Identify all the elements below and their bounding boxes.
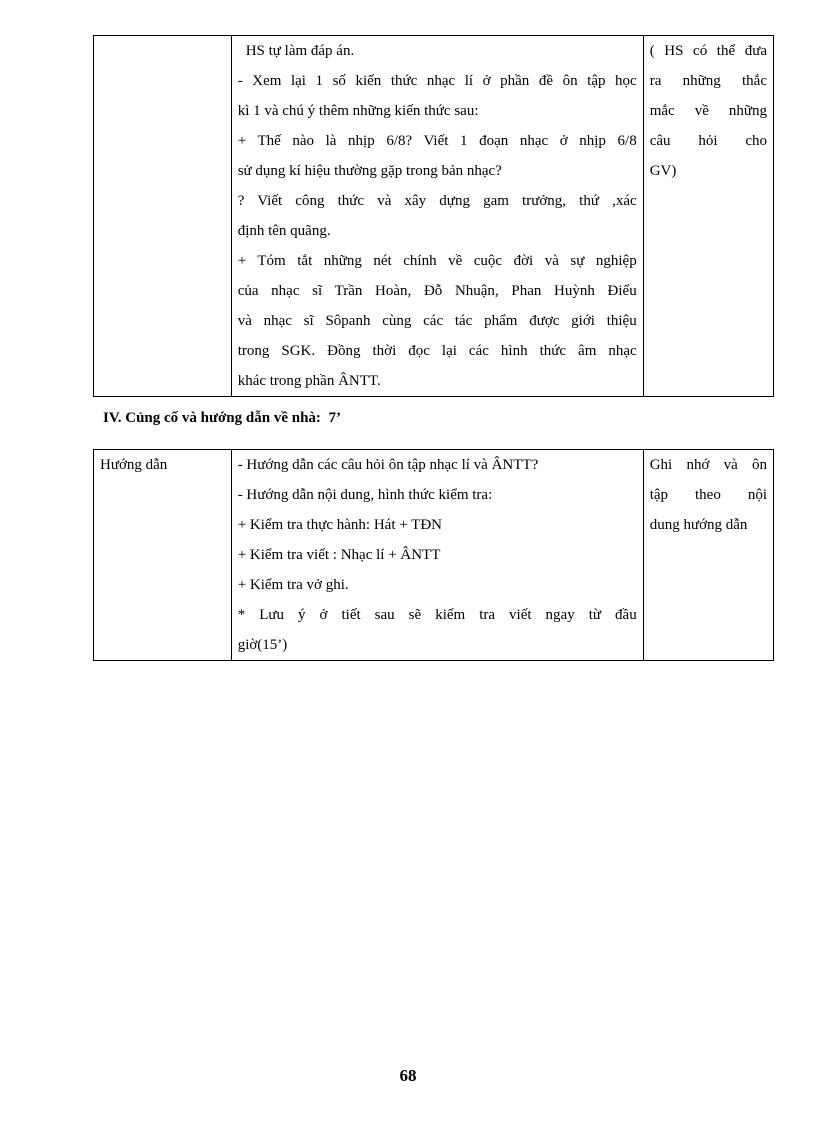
table2-activity-label-cell [94,450,232,661]
section-time: 7’ [328,410,341,426]
table-row [94,450,774,661]
text-line: khác trong phần ÂNTT. [237,373,381,389]
text-line: + Thế nào là nhịp 6/8? Viết 1 đoạn nhạc ở nhịp 6/8 [237,133,637,149]
table2-teacher-content-cell [231,450,643,661]
text-line: * Lưu ý ở tiết sau sẽ kiểm tra viết ngay từ đầu [237,607,637,623]
text-line: ? Viết công thức và xây dựng gam trưởng, thứ ,xác [237,193,637,209]
text-line: + Kiểm tra thực hành: Hát + TĐN [237,517,442,533]
text-line: ( HS có thể đưa [649,43,767,59]
text-line: của nhạc sĩ Trần Hoàn, Đỗ Nhuận, Phan Huỳnh Điểu [237,283,637,299]
text-line: giờ(15’) [237,637,288,653]
section-heading-text: IV. Củng cố và hướng dẫn về nhà: [103,410,321,426]
text-line: sử dụng kí hiệu thường gặp trong bản nhạc? [237,163,502,179]
text-line: tập theo nội [649,487,767,503]
activity-label: Hướng dẫn [100,457,168,473]
table1-student-content-cell [643,36,773,397]
text-line: + Kiểm tra viết : Nhạc lí + ÂNTT [237,547,441,563]
text-line: ra những thắc [649,73,767,89]
text-line: - Hướng dẫn các câu hỏi ôn tập nhạc lí và ÂNTT? [237,457,539,473]
text-line: định tên quãng. [237,223,331,239]
page-number: 68 [399,1066,417,1085]
table1-teacher-content-cell [231,36,643,397]
activity-table-1 [93,35,774,397]
table-row [94,36,774,397]
text-line: mắc về những [649,103,767,119]
text-line: kì 1 và chú ý thêm những kiến thức sau: [237,103,479,119]
text-line: trong SGK. Đồng thời đọc lại các hình thức âm nhạc [237,343,637,359]
text-line: và nhạc sĩ Sôpanh cùng các tác phẩm được giới thiệu [237,313,637,329]
table1-col1-cell [94,36,232,397]
activity-table-2 [93,449,774,661]
text-line: HS tự làm đáp án. [245,43,355,59]
text-line: + Kiểm tra vở ghi. [237,577,349,593]
section-heading [103,410,341,427]
text-line: dung hướng dẫn [649,517,748,533]
text-line: - Xem lại 1 số kiến thức nhạc lí ở phần đề ôn tập học [237,73,637,89]
text-line: + Tóm tắt những nét chính về cuộc đời và sự nghiệp [237,253,637,269]
table2-student-content-cell [643,450,773,661]
text-line: Ghi nhớ và ôn [649,457,767,473]
text-line: câu hỏi cho [649,133,767,149]
text-line: GV) [649,163,677,179]
text-line: - Hướng dẫn nội dung, hình thức kiểm tra: [237,487,493,503]
